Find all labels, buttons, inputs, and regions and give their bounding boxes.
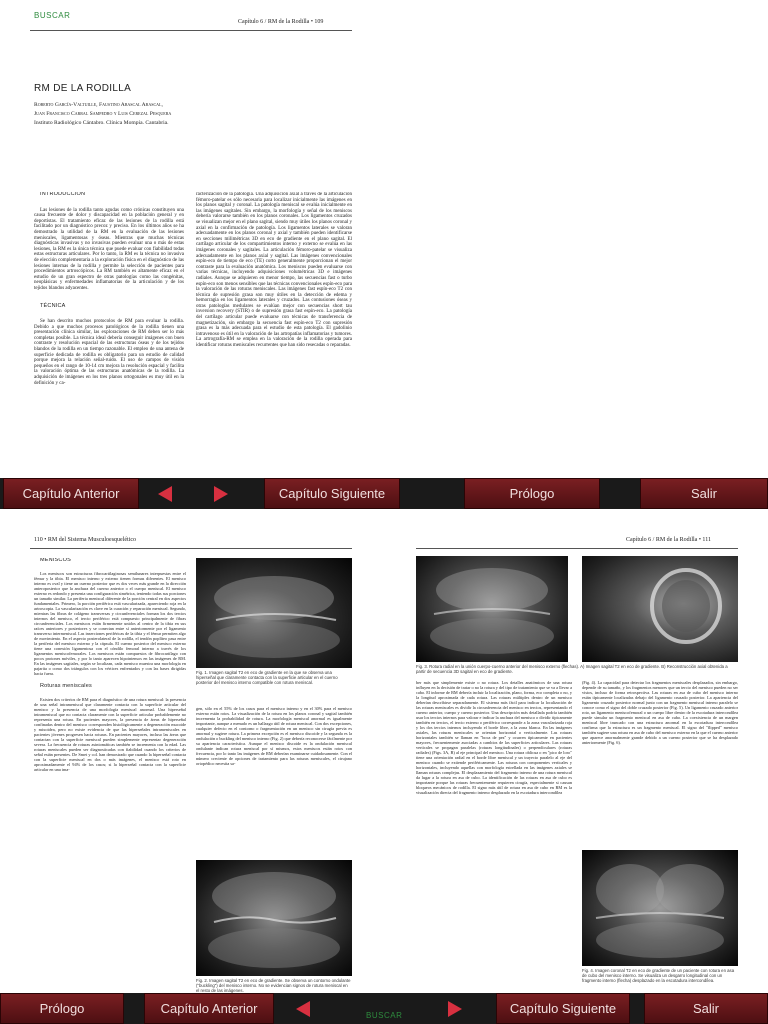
next-chapter-button[interactable]: Capítulo Siguiente [264, 478, 400, 509]
figure-4-mri-shapes [582, 850, 738, 966]
exit-button[interactable]: Salir [640, 478, 768, 509]
figure-2-image [196, 860, 352, 976]
page111-column-1 [416, 680, 572, 1014]
intro-paragraph: Las lesiones de la rodilla tanto agudas como crónicas constituyen una causa frecuente de dolor y discapacidad en la población general y en deportistas. El tratamiento eficaz de las lesiones de la rodilla está facilitado por un diagnóstico precoz y preciso. En los últimos años se ha demostrado la utilidad de la RM en la evaluación de las lesiones meniscales, ligamentosas y óseas. Mientras que muchas técnicas diagnósticas invasivas y no invasivas pueden evaluar una o más de estas lesiones, la RM es la única técnica que puede evaluar con fiabilidad todas estas estructuras articulares. Por lo tanto, la RM es la técnica no invasiva de elección complementaria a la exploración física en el diagnóstico de las lesiones internas de la rodilla y permite la selección de pacientes para procedimientos artroscópicos. La RM también es altamente eficaz en el estudio de un gran espectro de otras patologías como las congénitas, neoplásicas y enfermedades inflamatorias de la articulación y de los tejidos blandos adyacentes. [34, 207, 184, 291]
bottom-next-arrow-icon[interactable] [448, 1001, 462, 1017]
section-heading-meniscos: MENISCOS [40, 558, 71, 563]
figure-1-caption: Fig. 1. Imagen sagital T2 en eco de gradiente en la que se observa una hiperseñal que claramente contacta con la superficie articular en el cuerno posterior del menisco interno compatible con rotura meniscal. [196, 670, 338, 685]
bottom-next-chapter-button[interactable]: Capítulo Siguiente [496, 993, 630, 1024]
bottom-prev-chapter-button[interactable]: Capítulo Anterior [144, 993, 274, 1024]
figure-3b-image [582, 556, 738, 662]
figure-3a-mri-shapes [416, 556, 568, 662]
authors-line-1: Roberto García-Valtuille, Faustino Abascal Abascal, [34, 102, 163, 108]
prev-arrow-icon[interactable] [158, 486, 172, 502]
meniscos-paragraph: Los meniscos son estructuras fibrocartilaginosas semilunares interpuestas entre el fémur y la tibia. El menisco interno y externo tienen formas diferentes. El menisco interno es oval y tiene un cuerno posterior que es dos veces más grande en la dirección anteroposterior que la anchura del cuerno anterior o el cuerpo meniscal. El menisco externo es redondo y presenta una configuración simétrica, teniendo todas sus porciones un tamaño similar. La periferia meniscal diferente de la porción central en dos aspectos fundamentales. Primero, la porción periférica está vascularizada, apareciendo roja en la artroscopia. La vascularización es clave en la curación y reparación meniscal. Segundo, mientras las fibras de colágeno transversas y circunferenciales forman los dos tercios internos del menisco, el tercio periférico está compuesto principalmente de fibras circunferenciales. Los meniscos están firmemente unidos al centro de la tibia en sus raíces anteriores y posteriores y se conectan entre sí anteriormente por el ligamento transverso intermeniscal. Las inserciones periféricas de la tibia y el fémur permiten algo de movimiento. En el aspecto posterolateral de la rodilla, el tendón poplíteo pasa entre la periferia del menisco externo y la cápsula. El cuerno posterior del menisco externo tiene una conexión ligamentosa con el cóndilo femoral interno a través de los ligamentos meniscofemorales. Los meniscos están compuestos de fibrocartílago con pocos protones móviles, y por lo tanto aparecen hipointensos en las imágenes de RM. En las imágenes sagitales, según se localizan, cada menisco muestra una morfología en pajarita o como dos triángulos con los vértices enfrentados y con las bases dirigidas hacia fuera. [34, 571, 186, 676]
figure-1-image [196, 558, 352, 668]
figure-3b-mri-shapes [582, 556, 738, 662]
running-head: Capítulo 6 / RM de la Rodilla • 109 [238, 19, 324, 25]
page110-col2-paragraph: gen, sólo en el 55% de los casos para el menisco interno y en el 30% para el menisco externo están rotos. La visualización de la rotura en los planos coronal y sagital también incrementa la probabilidad de rotura. La morfología meniscal anormal es igualmente importante, aunque a menudo es un hallazgo útil de rotura meniscal. Con dos excepciones, cualquier defecto en el contorno o fragmentación en un menisco sin cirugía previa es anormal y sugiere rotura. La primera excepción es el menisco discoide y la segunda es la ondulación o buckling del menisco interno (Fig. 2) que debería reconocerse fácilmente por su apariencia característica. Aunque el menisco discoide es la ondulación meniscal ondulante indican rotura meniscal por sí mismos, estos meniscos están rotos con frecuencia, por lo tanto las imágenes de RM deberían examinarse cuidadosamente. Con el número creciente de opciones de tratamiento para las roturas meniscales, el cirujano ortopédico necesita sa- [196, 706, 352, 766]
bottom-buscar-link[interactable]: BUSCAR [366, 1011, 403, 1020]
bottom-prev-arrow-icon[interactable] [296, 1001, 310, 1017]
figure-1-mri-shapes [196, 558, 352, 668]
figure-4-caption: Fig. 4. Imagen coronal T2 en eco de gradiente de un paciente con rotura en asa de cubo del menisco interno. Se visualiza un desgarro longitudinal con un fragmento interno (flecha) desplazado en la escotadura intercondílea. [582, 968, 735, 983]
page109-col2-paragraph: racterización de la patología. Una adquisición axial a través de la articulación fémoro-patelar es sólo necesaria para localizar inicialmente las imágenes en los planos sagital y coronal. La patología meniscal se evalúa inicialmente en las imágenes sagitales. Sin embargo, la morfología y señal de los meniscos debería valorarse también en los planos coronales. Los ligamentos cruzados se visualizan mejor en el plano sagital, siendo muy útiles los planos coronal y axial en la confirmación de patología. Los ligamentos laterales se valoran adecuadamente en los planos coronal y axial y también pueden identificarse en secciones milimétricas 3D en eco de gradiente en el plano sagital. El cartílago articular de los compartimientos interno y externo se evalúa en las imágenes coronales y sagitales. La articulación fémoro-patelar se visualiza adecuadamente en los planos axial y sagital. Las imágenes convencionales espín-eco de tiempo de eco (TE) corto generalmente proporcionan el mejor contraste para la evaluación anatómica. Los meniscos pueden evaluarse con varias técnicas, incluyendo adquisiciones volumétricas 3D e imágenes radiales. Aunque se adquieren en menor tiempo, las secuencias fast o turbo espín-eco son menos sensibles que las técnicas convencionales espín-eco para la valoración de las roturas meniscales. Las imágenes fast espín-eco T2 con técnica de supresión grasa son muy útiles en la detección de edema y hemorragia en los ligamentos laterales y cruzados. Las contusiones óseas y otras patologías medulares se evalúan mejor con secuencias short tau inversion recovery (STIR) o de supresión grasa fast espín-eco. La patología del cartílago articular puede evaluarse con técnicas de transferencia de magnetización, sin embargo la secuencia fast espín-eco T2 con supresión grasa es la más adecuada para el estudio de esta patología. El gadolinio intravenoso es útil en la valoración de las artropatías inflamatorias y tumores. La artrografía-RM se emplea en la valoración de la rodilla operada para identificar roturas meniscales recurrentes que han sido resecadas o reparadas. [196, 192, 352, 349]
page111-col1-paragraph: ber más que simplemente existe o no rotura. Los detalles anatómicos de una rotura influyen en la decisión de tratar o no la rotura y del tipo de tratamiento que se va a llevar a cabo. El informe de RM debería incluir la localización, plano, forma, eco completa o no, y la longitud aproximada de cada rotura. Las roturas múltiples dentro de un menisco deberían describirse separadamente. El sistema más fácil para indicar la localización de las roturas meniscales es dividir la circunferencia del menisco en tercios, representando el cuerno anterior, cuerpo y cuerno posterior. Una descripción más detallada podría también usar los tercios internos para valorar e indicar la anchura del menisco o dividir típicamente también en tercios, el tercio externo o periférico corresponde a la zona vascularizada roja y los dos tercios internos incluyendo el borde libre, a la zona blanca. En las imágenes axiales, las roturas meniscales se orientan horizontal o verticalmente. Las roturas horizontales también se llaman en "boca de pez" y ocurren típicamente en pacientes mayores, frecuentemente asociadas a cambios de las superficies articulares. Las roturas verticales se propagan paralelas (roturas longitudinales) o perpendiculares (roturas radiales) (Figs. 3A, B) al eje principal del menisco. Una rotura oblicua o en "pico de loro" tiene una orientación radial en el borde libre meniscal y un trayecto paralelo al eje del menisco cuando se extiende periféricamente. Las roturas con componentes verticales y horizontales, incluyendo aquellas con morfología estrellada en las imágenes axiales se llaman roturas complejas. El desplazamiento del fragmento interno de una rotura meniscal da lugar a la rotura en asa de cubo. La identificación de las roturas en asa de cubo es importante porque las roturas frecuentemente requieren cirugía, especialmente si causan bloqueos mecánicos de rodilla. El signo más útil de rotura en asa de cubo en RM es la visualización directa del fragmento interno desplazado en la escotadura intercondílea [416, 680, 572, 795]
section-heading-roturas: Roturas meniscales [40, 683, 92, 689]
institution: Instituto Radiológico Cántabro. Clínica Mompía. Cantabria. [34, 120, 169, 126]
figure-3-caption: Fig. 3. Rotura radial en la unión cuerpo-cuerno anterior del menisco externo (flechas). A) Imagen sagital T2 en eco de gradiente. B) Reconstrucción axial obtenida a partir de secuencia 3D sagital en eco de gradiente. [416, 664, 728, 674]
section-heading-introduccion: INTRODUCCIÓN [40, 192, 86, 197]
prev-chapter-button[interactable]: Capítulo Anterior [3, 478, 139, 509]
page110-header-rule [30, 548, 352, 549]
roturas-paragraph: Existen dos criterios de RM para el diagnóstico de una rotura meniscal: la presencia de una señal intrameniscal que claramente contacta con la superficie articular del menisco y la presencia de una morfología meniscal anormal. Una hiperseñal intrameniscal que no contacta claramente con la superficie articular probablemente no representa una rotura. En pacientes mayores, la presencia de áreas de hiperseñal confinadas dentro del menisco corresponden histológicamente a degeneración mucoide y mixoidea, pero no existe evidencia de que las hiperseñales intrameniscales en pacientes jóvenes progresen hacia roturas. En pacientes mayores, incluso las áreas que contactan con la superficie meniscal pueden simplemente representar degeneración severa. La frecuencia de roturas asintomáticas también se incrementa con la edad. Las roturas meniscales pueden ser diagnosticadas con fiabilidad cuando los criterios de señal están presentes. De Smet y col. han demostrado que cuando la hiperseñal contacta con la superficie meniscal en dos o más imágenes, el menisco está roto en aproximadamente el 94% de los casos; si la hiperseñal contacta con la superficie articular en una ima- [34, 697, 186, 772]
page110-column-2 [196, 706, 352, 826]
next-arrow-icon[interactable] [214, 486, 228, 502]
page110-running-head: 110 • RM del Sistema Musculoesquelético [34, 537, 137, 543]
article-title: RM DE LA RODILLA [34, 83, 132, 94]
figure-2-mri-shapes [196, 860, 352, 976]
page111-header-rule [416, 548, 738, 549]
bottom-prologue-button[interactable]: Prólogo [0, 993, 124, 1024]
buscar-link[interactable]: BUSCAR [34, 11, 71, 20]
page109-column-1 [34, 192, 184, 474]
figure-2-caption: Fig. 2. Imagen sagital T2 en eco de gradiente. Se observa un contorno ondulante ("buckling") del menisco interno. No se evidencian signos de rotura meniscal en el resto de las imágenes. [196, 978, 351, 993]
tecnica-paragraph: Se han descrito muchos protocolos de RM para evaluar la rodilla. Debido a que muchos procesos patológicos de la rodilla tienen una presentación clínica similar, las exploraciones de RM deben ser lo más completas posible. La técnica ideal debería conseguir imágenes con buen contraste y resolución espacial de las estructuras óseas y de los tejidos blandos de la rodilla en un tiempo razonable. El empleo de una antena de superficie dedicada de rodilla es obligatorio para un estudio de calidad porque mejora la relación señal-ruido. El uso de campos de visión pequeños en el rango de 10-14 cm mejora la resolución espacial y facilita la valoración óptima de las estructuras anatómicas de la rodilla. La adquisición de imágenes en los tres planos ortogonales es muy útil en la definición y ca- [34, 319, 184, 386]
header-rule [30, 30, 352, 31]
page110-column-1 [34, 558, 186, 1014]
bottom-exit-button[interactable]: Salir [644, 993, 768, 1024]
figure-3a-image [416, 556, 568, 662]
prologue-button[interactable]: Prólogo [464, 478, 600, 509]
page111-running-head: Capítulo 6 / RM de la Rodilla • 111 [626, 537, 711, 543]
page111-col2-paragraph: (Fig. 4). La capacidad para detectar los fragmentos meniscales desplazados, sin embargo, depende de su tamaño, y los fragmentos menores que un tercio del menisco pueden no ser vistos, incluso de forma retrospectiva. Las roturas en asa de cubo del menisco interno están típicamente localizadas debajo del ligamento cruzado posterior. La apariencia del ligamento cruzado posterior normal junto con un fragmento meniscal interno paralelo se conoce como el signo del doble cruzado posterior (Fig. 5). Un ligamento cruzado anterior roto, un ligamento meniscofemoral o un cuerpo libre dentro de la escotadura intercondílea puede simular un fragmento meniscal en asa de cubo. La coexistencia de un margen meniscal libre truncado con una estructura anormal en la escotadura intercondílea confirma que la estructura es un fragmento meniscal. El signo del "flipped" menisco también sugiere una rotura en asa de cubo del menisco externo en la que el cuerno anterior que aparece anormalmente grande debido a un cuerno posterior que se ha desplazado anteriormente (Fig. 6). [582, 680, 738, 745]
page109-column-2 [196, 192, 352, 474]
authors-line-2: Juan Francisco Carral Sampedro y Luis Cerezal Pesquera [34, 111, 172, 117]
figure-4-image [582, 850, 738, 966]
page111-column-2 [582, 680, 738, 840]
section-heading-tecnica: TÉCNICA [40, 302, 66, 309]
